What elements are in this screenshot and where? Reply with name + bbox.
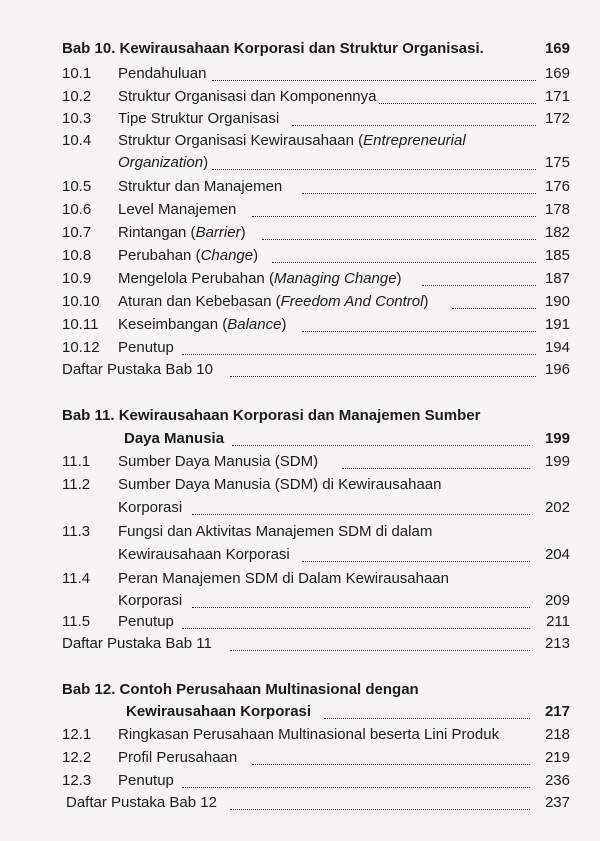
toc-entry-continued bbox=[62, 544, 570, 566]
section-page: 185 bbox=[545, 245, 570, 267]
section-page: 176 bbox=[545, 176, 570, 198]
dot-leader bbox=[230, 628, 530, 651]
section-title: Profil Perusahaan bbox=[118, 747, 239, 769]
bibliography-page: 196 bbox=[545, 359, 570, 381]
section-number: 10.5 bbox=[62, 178, 92, 195]
section-page: 190 bbox=[545, 291, 570, 313]
bibliography-title: Daftar Pustaka Bab 11 bbox=[62, 633, 214, 655]
section-number: 11.2 bbox=[62, 476, 91, 493]
chapter-page: 217 bbox=[545, 701, 570, 723]
chapter-heading-continued bbox=[62, 701, 570, 723]
section-page: 236 bbox=[545, 770, 570, 792]
section-page: 171 bbox=[545, 86, 570, 108]
section-title: Rintangan (Barrier) bbox=[118, 222, 248, 244]
dot-leader bbox=[324, 696, 530, 719]
section-title-continued: Kewirausahaan Korporasi bbox=[118, 544, 292, 566]
section-page: 169 bbox=[545, 63, 570, 85]
dot-leader bbox=[302, 539, 530, 562]
dot-leader bbox=[302, 171, 536, 194]
chapter-title: Bab 11. Kewirausahaan Korporasi dan Manajemen Sumber bbox=[62, 407, 481, 424]
dot-leader bbox=[182, 606, 530, 629]
section-page: 199 bbox=[545, 451, 570, 473]
section-number: 10.1 bbox=[62, 65, 92, 82]
section-page: 175 bbox=[545, 152, 570, 174]
section-number: 10.10 bbox=[62, 293, 100, 310]
bibliography-entry bbox=[62, 792, 570, 814]
section-title: Struktur Organisasi Kewirausahaan (Entrepreneurial bbox=[118, 130, 468, 152]
bibliography-page: 213 bbox=[545, 633, 570, 655]
section-number: 10.6 bbox=[62, 201, 92, 218]
section-title-continued: Korporasi bbox=[118, 590, 184, 612]
bibliography-page: 237 bbox=[545, 792, 570, 814]
section-page: 211 bbox=[546, 611, 570, 633]
section-number: 10.7 bbox=[62, 224, 92, 241]
section-number: 12.2 bbox=[62, 749, 92, 766]
section-title-continued: Korporasi bbox=[118, 497, 184, 519]
section-number: 10.2 bbox=[62, 88, 92, 105]
section-page: 194 bbox=[545, 337, 570, 359]
dot-leader bbox=[342, 446, 530, 469]
section-page: 202 bbox=[545, 497, 570, 519]
section-number: 11.1 bbox=[62, 453, 91, 470]
dot-leader bbox=[212, 147, 536, 170]
section-title: Tipe Struktur Organisasi bbox=[118, 108, 281, 130]
section-number: 12.3 bbox=[62, 772, 92, 789]
section-number: 10.12 bbox=[62, 339, 100, 356]
section-title: Perubahan (Change) bbox=[118, 245, 260, 267]
section-title: Aturan dan Kebebasan (Freedom And Control) bbox=[118, 291, 430, 313]
dot-leader bbox=[252, 742, 530, 765]
chapter-heading bbox=[62, 38, 570, 60]
bibliography-title: Daftar Pustaka Bab 10 bbox=[62, 359, 215, 381]
bibliography-title: Daftar Pustaka Bab 12 bbox=[66, 792, 219, 814]
dot-leader bbox=[192, 492, 530, 515]
bibliography-entry bbox=[62, 359, 570, 381]
dot-leader bbox=[230, 787, 530, 810]
dot-leader bbox=[252, 194, 536, 217]
section-number: 10.11 bbox=[62, 316, 99, 333]
section-title: Penutup bbox=[118, 611, 176, 633]
section-page: 178 bbox=[545, 199, 570, 221]
chapter-title-continued: Daya Manusia bbox=[124, 428, 226, 450]
section-title: Struktur Organisasi dan Komponennya bbox=[118, 86, 378, 108]
toc-entry bbox=[62, 108, 570, 130]
section-title: Peran Manajemen SDM di Dalam Kewirausahaan bbox=[118, 568, 451, 590]
chapter-page: 169 bbox=[545, 38, 570, 60]
dot-leader bbox=[422, 263, 536, 286]
dot-leader bbox=[182, 765, 530, 788]
toc-entry bbox=[62, 451, 570, 473]
section-page: 204 bbox=[545, 544, 570, 566]
chapter-title-continued: Kewirausahaan Korporasi bbox=[126, 701, 313, 723]
section-number: 11.5 bbox=[62, 613, 91, 630]
dot-leader bbox=[182, 332, 536, 355]
dot-leader bbox=[452, 286, 536, 309]
section-title: Sumber Daya Manusia (SDM) bbox=[118, 451, 320, 473]
section-title: Mengelola Perubahan (Managing Change) bbox=[118, 268, 404, 290]
section-title: Level Manajemen bbox=[118, 199, 238, 221]
bibliography-entry bbox=[62, 633, 570, 655]
dot-leader bbox=[192, 585, 530, 608]
section-page: 218 bbox=[545, 724, 570, 746]
section-number: 10.8 bbox=[62, 247, 92, 264]
dot-leader bbox=[362, 81, 536, 104]
dot-leader bbox=[212, 58, 536, 81]
dot-leader bbox=[272, 240, 536, 263]
chapter-title: Bab 10. Kewirausahaan Korporasi dan Struktur Organisasi. bbox=[62, 40, 484, 57]
section-number: 10.3 bbox=[62, 110, 92, 127]
section-page: 172 bbox=[545, 108, 570, 130]
section-number: 12.1 bbox=[62, 726, 92, 743]
dot-leader bbox=[292, 103, 536, 126]
section-title-continued: Organization) bbox=[118, 152, 210, 174]
section-title: Ringkasan Perusahaan Multinasional beserta Lini Produk bbox=[118, 724, 501, 746]
section-number: 10.4 bbox=[62, 132, 92, 149]
dot-leader bbox=[302, 309, 536, 332]
section-number: 11.4 bbox=[62, 570, 91, 587]
section-title: Keseimbangan (Balance) bbox=[118, 314, 288, 336]
section-title: Penutup bbox=[118, 337, 176, 359]
section-page: 219 bbox=[545, 747, 570, 769]
section-title: Pendahuluan bbox=[118, 63, 208, 85]
section-number: 11.3 bbox=[62, 523, 91, 540]
dot-leader bbox=[232, 423, 530, 446]
section-title: Sumber Daya Manusia (SDM) di Kewirausahaan bbox=[118, 474, 443, 496]
dot-leader bbox=[230, 354, 536, 377]
section-title: Fungsi dan Aktivitas Manajemen SDM di dalam bbox=[118, 521, 434, 543]
chapter-page: 199 bbox=[545, 428, 570, 450]
section-page: 187 bbox=[545, 268, 570, 290]
section-title: Penutup bbox=[118, 770, 176, 792]
chapter-title: Bab 12. Contoh Perusahaan Multinasional dengan bbox=[62, 681, 419, 698]
dot-leader bbox=[262, 217, 536, 240]
toc-entry-continued bbox=[62, 497, 570, 519]
section-number: 10.9 bbox=[62, 270, 92, 287]
section-page: 182 bbox=[545, 222, 570, 244]
section-page: 191 bbox=[545, 314, 570, 336]
section-page: 209 bbox=[545, 590, 570, 612]
section-title: Struktur dan Manajemen bbox=[118, 176, 284, 198]
